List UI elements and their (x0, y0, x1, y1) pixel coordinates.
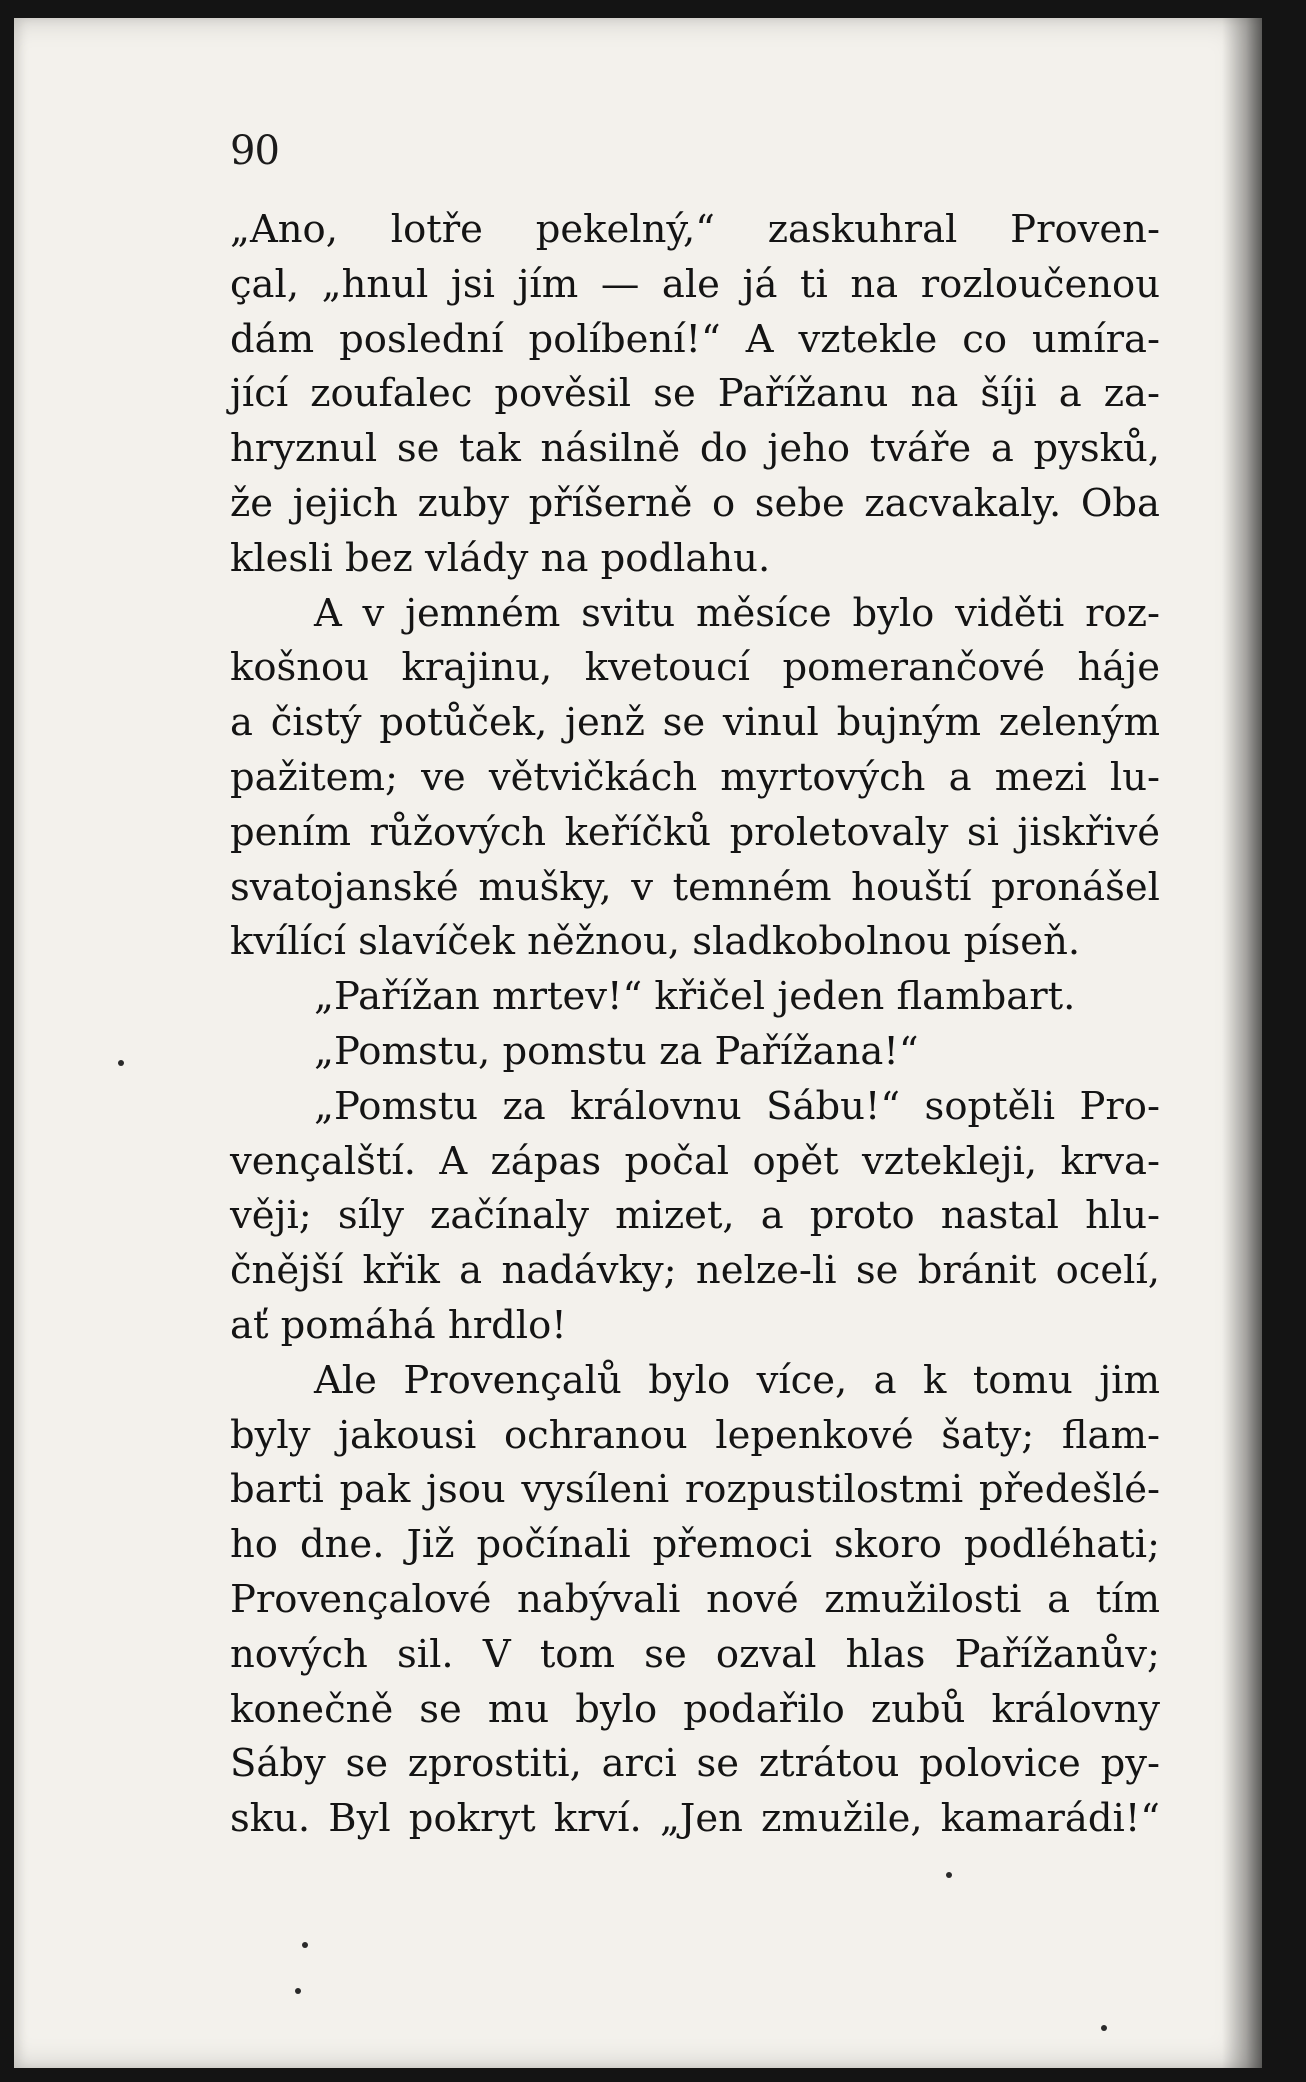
text-line: Provençalové nabývali nové zmužilosti a tím (230, 1576, 1160, 1622)
paragraph-end-line: ať pomáhá hrdlo! (230, 1302, 567, 1348)
paragraph-end-line: kvílící slavíček něžnou, sladkobolnou píseň. (230, 919, 1081, 965)
page-number: 90 (230, 128, 279, 174)
paragraph-end-line: klesli bez vlády na podlahu. (230, 535, 771, 581)
text-line: barti pak jsou vysíleni rozpustilostmi předešlé- (230, 1467, 1160, 1513)
text-line: věji; síly začínaly mizet, a proto nastal hlu- (230, 1193, 1160, 1239)
page-spine-shadow (1222, 18, 1262, 2068)
text-line: že jejich zuby příšerně o sebe zacvakaly. Oba (230, 480, 1160, 526)
scan-speck (302, 1942, 308, 1948)
text-line: dám poslední políbení!“ A vztekle co umíra- (230, 316, 1160, 362)
text-line: hryznul se tak násilně do jeho tváře a pysků, (230, 426, 1160, 472)
text-line: vençalští. A zápas počal opět vztekleji, krva- (230, 1138, 1160, 1184)
paragraph-start-line: Ale Provençalů bylo více, a k tomu jim (314, 1357, 1160, 1403)
scan-speck (946, 1872, 952, 1878)
dialogue-line: „Pařížan mrtev!“ křičel jeden flambart. (314, 974, 1076, 1020)
text-line: nových sil. V tom se ozval hlas Pařížanův; (230, 1631, 1160, 1677)
paragraph-start-line: „Pomstu za královnu Sábu!“ soptěli Pro- (314, 1083, 1160, 1129)
text-line: pením růžových keříčků proletovaly si jiskřivé (230, 809, 1160, 855)
body-text (230, 203, 1160, 1847)
text-line: byly jakousi ochranou lepenkové šaty; flam- (230, 1412, 1160, 1458)
scan-speck (1101, 2025, 1107, 2031)
dialogue-line: „Pomstu, pomstu za Pařížana!“ (314, 1028, 919, 1074)
text-line: konečně se mu bylo podařilo zubů královny (230, 1686, 1160, 1732)
text-line: çal, „hnul jsi jím — ale já ti na rozloučenou (230, 261, 1160, 307)
text-line: košnou krajinu, kvetoucí pomerančové háje (230, 645, 1160, 691)
text-line: svatojanské mušky, v temném houští pronášel (230, 864, 1160, 910)
paragraph-start-line: A v jemném svitu měsíce bylo viděti roz- (314, 590, 1160, 636)
text-line: jící zoufalec pověsil se Pařížanu na šíji a za- (230, 371, 1160, 417)
scan-speck (118, 1060, 124, 1066)
text-line: ho dne. Již počínali přemoci skoro podléhati; (230, 1522, 1160, 1568)
text-line: „Ano, lotře pekelný,“ zaskuhral Proven- (230, 207, 1160, 252)
text-line: čnější křik a nadávky; nelze-li se bránit ocelí, (230, 1248, 1160, 1294)
text-line: a čistý potůček, jenž se vinul bujným zeleným (230, 700, 1160, 746)
text-line: pažitem; ve větvičkách myrtových a mezi lu- (230, 754, 1160, 800)
text-line: sku. Byl pokryt krví. „Jen zmužile, kamarádi!“ (230, 1796, 1160, 1842)
scan-speck (295, 1988, 301, 1994)
text-line: Sáby se zprostiti, arci se ztrátou polovice py- (230, 1741, 1160, 1787)
